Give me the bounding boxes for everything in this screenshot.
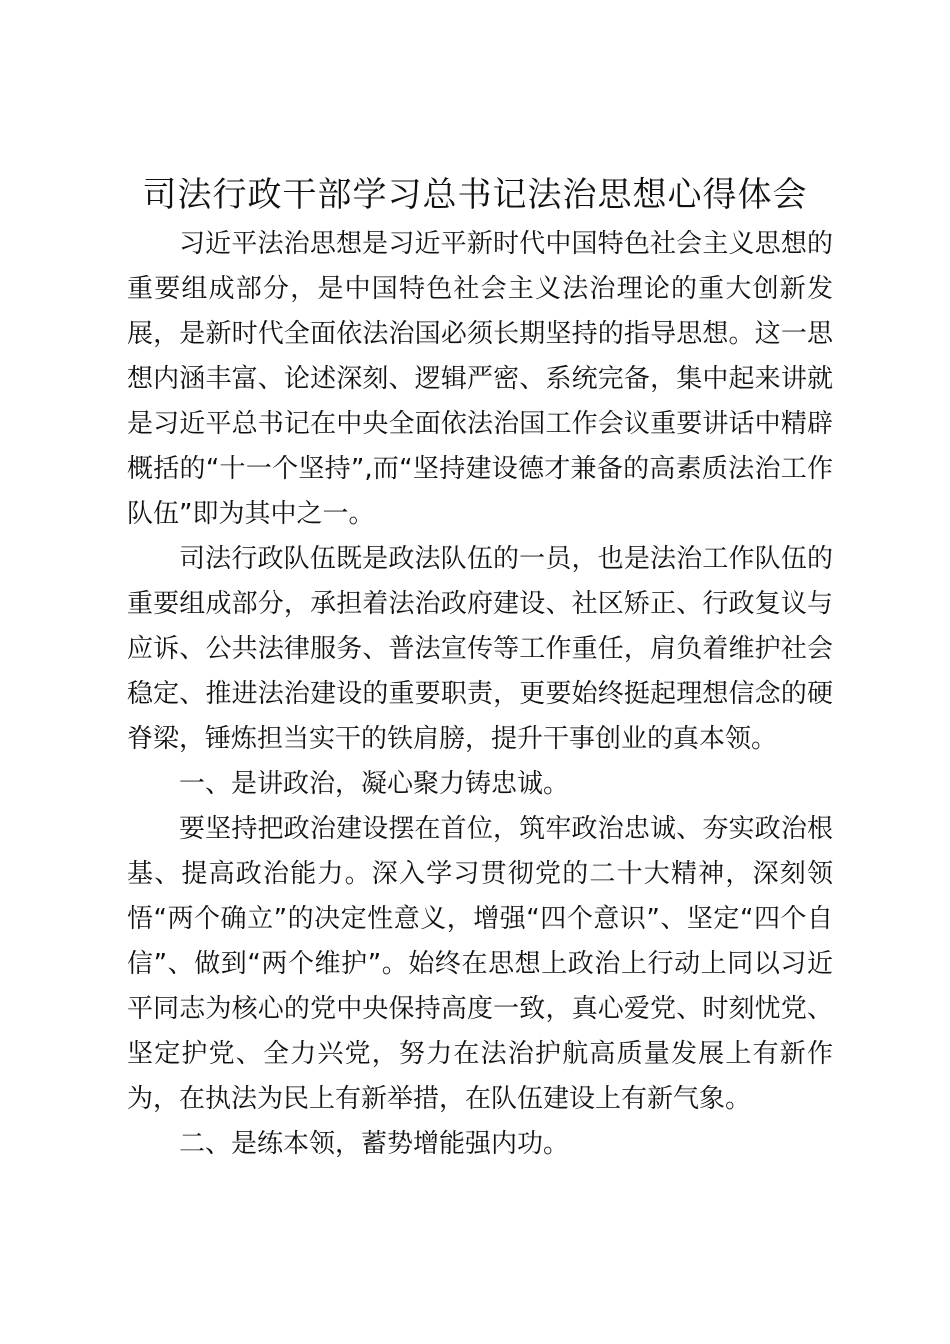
- document-title: 司法行政干部学习总书记法治思想心得体会: [142, 175, 808, 215]
- paragraph-intro: 习近平法治思想是习近平新时代中国特色社会主义思想的重要组成部分，是中国特色社会主义法治理论的重大创新发展，是新时代全面依法治国必须长期坚持的指导思想。这一思想内涵丰富、论述深刻、逻辑严密、系统完备，集中起来讲就是习近平总书记在中央全面依法治国工作会议重要讲话中精辟概括的“十一个坚持”,而“坚持建设德才兼备的高素质法治工作队伍”即为其中之一。: [127, 229, 833, 529]
- section-heading-politics: 一、是讲政治，凝心聚力铸忠诚。: [179, 769, 570, 799]
- section-heading-skills: 二、是练本领，蓄势增能强内功。: [179, 1129, 570, 1159]
- document-body: [127, 222, 833, 1167]
- paragraph-team-role: 司法行政队伍既是政法队伍的一员，也是法治工作队伍的重要组成部分，承担着法治政府建设、社区矫正、行政复议与应诉、公共法律服务、普法宣传等工作重任，肩负着维护社会稳定、推进法治建设的重要职责，更要始终挺起理想信念的硬脊梁，锤炼担当实干的铁肩膀，提升干事创业的真本领。: [127, 544, 833, 754]
- paragraph-politics: 要坚持把政治建设摆在首位，筑牢政治忠诚、夯实政治根基、提高政治能力。深入学习贯彻党的二十大精神，深刻领悟“两个确立”的决定性意义，增强“四个意识”、坚定“四个自信”、做到“两个维护”。始终在思想上政治上行动上同以习近平同志为核心的党中央保持高度一致，真心爱党、时刻忧党、坚定护党、全力兴党，努力在法治护航高质量发展上有新作为，在执法为民上有新举措，在队伍建设上有新气象。: [127, 814, 833, 1114]
